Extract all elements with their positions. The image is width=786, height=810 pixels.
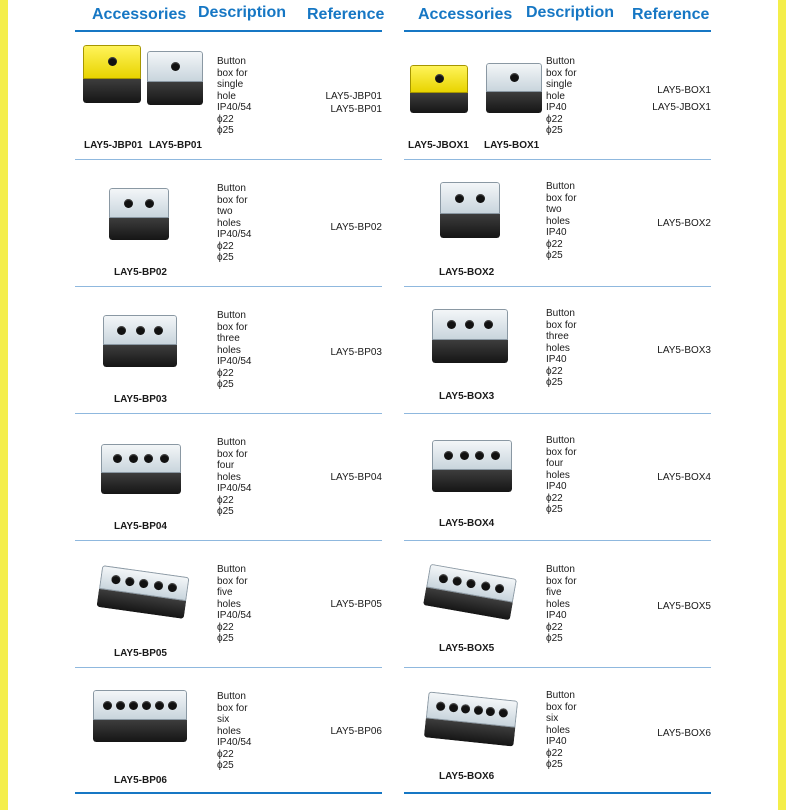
product-row: [404, 33, 711, 160]
product-photo-grey-box: [147, 51, 205, 105]
product-reference: LAY5-BOX2: [657, 218, 711, 229]
header-accessories: Accessories: [92, 6, 187, 23]
product-photo-two-hole-box: [440, 182, 502, 238]
product-reference: LAY5-BP06: [330, 726, 382, 737]
product-row: [75, 541, 382, 668]
product-description: Button box for single hole IP40 ϕ22 ϕ25: [546, 56, 577, 136]
header-reference: Reference: [307, 6, 385, 23]
product-reference: LAY5-BOX4: [657, 472, 711, 483]
product-reference: LAY5-JBP01 LAY5-BP01: [325, 91, 382, 115]
column-header: [404, 4, 711, 28]
header-description: Description: [526, 4, 615, 21]
product-photo-five-hole-box: [99, 561, 189, 623]
product-row: [75, 414, 382, 541]
product-photo-three-hole-box: [103, 315, 178, 367]
product-label: LAY5-BP03: [114, 394, 167, 405]
product-description: Button box for single hole IP40/54 ϕ22 ϕ25: [217, 56, 252, 136]
product-row: [404, 414, 711, 541]
product-label: LAY5-BOX1: [484, 140, 540, 151]
product-reference: LAY5-BP04: [330, 472, 382, 483]
product-label: LAY5-BOX5: [439, 643, 495, 654]
product-label: LAY5-BP04: [114, 521, 167, 532]
product-reference: LAY5-BOX6: [657, 728, 711, 739]
product-photo-two-hole-box: [109, 188, 171, 240]
left-yellow-strip: [0, 0, 8, 810]
product-description: Button box for four holes IP40/54 ϕ22 ϕ25: [217, 437, 252, 517]
product-photo-grey-box: [486, 63, 544, 113]
product-row: [75, 33, 382, 160]
product-description: Button box for three holes IP40 ϕ22 ϕ25: [546, 308, 577, 388]
product-label: LAY5-JBOX1: [408, 140, 469, 151]
product-label: LAY5-BOX2: [439, 267, 495, 278]
header-accessories: Accessories: [418, 6, 513, 23]
product-reference: LAY5-BP05: [330, 599, 382, 610]
product-photo-six-hole-box: [426, 688, 518, 750]
product-label: LAY5-BP01: [149, 140, 202, 151]
product-label: LAY5-BOX3: [439, 391, 495, 402]
right-yellow-strip: [778, 0, 786, 810]
product-reference: LAY5-BP03: [330, 347, 382, 358]
product-description: Button box for three holes IP40/54 ϕ22 ϕ25: [217, 310, 252, 390]
left-catalog-column: [75, 0, 385, 810]
header-description: Description: [198, 4, 287, 21]
product-photo-four-hole-box: [432, 440, 514, 494]
product-photo-four-hole-box: [101, 444, 183, 494]
product-photo-yellow-box: [410, 65, 468, 113]
product-description: Button box for six holes IP40 ϕ22 ϕ25: [546, 690, 577, 770]
product-label: LAY5-BOX4: [439, 518, 495, 529]
product-description: Button box for six holes IP40/54 ϕ22 ϕ25: [217, 691, 252, 771]
product-row: [404, 287, 711, 414]
header-rule: [404, 30, 711, 32]
product-reference: LAY5-BP02: [330, 222, 382, 233]
product-reference: LAY5-BOX5: [657, 601, 711, 612]
product-photo-three-hole-box: [432, 309, 510, 365]
product-row: [404, 541, 711, 668]
product-description: Button box for two holes IP40/54 ϕ22 ϕ25: [217, 183, 252, 263]
product-description: Button box for five holes IP40/54 ϕ22 ϕ25: [217, 564, 252, 644]
right-catalog-column: [404, 0, 711, 810]
product-reference: LAY5-BOX3: [657, 345, 711, 356]
product-description: Button box for five holes IP40 ϕ22 ϕ25: [546, 564, 577, 644]
header-rule: [75, 30, 382, 32]
footer-rule: [404, 792, 711, 794]
product-row: [75, 287, 382, 414]
column-header: [75, 4, 385, 28]
product-label: LAY5-BP05: [114, 648, 167, 659]
product-photo-yellow-box: [83, 45, 141, 103]
product-photo-five-hole-box: [426, 561, 518, 623]
product-row: [404, 160, 711, 287]
footer-rule: [75, 792, 382, 794]
product-row: [75, 668, 382, 794]
product-label: LAY5-BP02: [114, 267, 167, 278]
product-label: LAY5-BP06: [114, 775, 167, 786]
product-label: LAY5-JBP01: [84, 140, 143, 151]
product-description: Button box for four holes IP40 ϕ22 ϕ25: [546, 435, 577, 515]
product-reference: LAY5-BOX1 LAY5-JBOX1: [652, 85, 711, 113]
product-row: [75, 160, 382, 287]
product-label: LAY5-BOX6: [439, 771, 495, 782]
header-reference: Reference: [632, 6, 710, 23]
product-row: [404, 668, 711, 794]
product-photo-six-hole-box: [93, 686, 189, 748]
product-description: Button box for two holes IP40 ϕ22 ϕ25: [546, 181, 577, 261]
